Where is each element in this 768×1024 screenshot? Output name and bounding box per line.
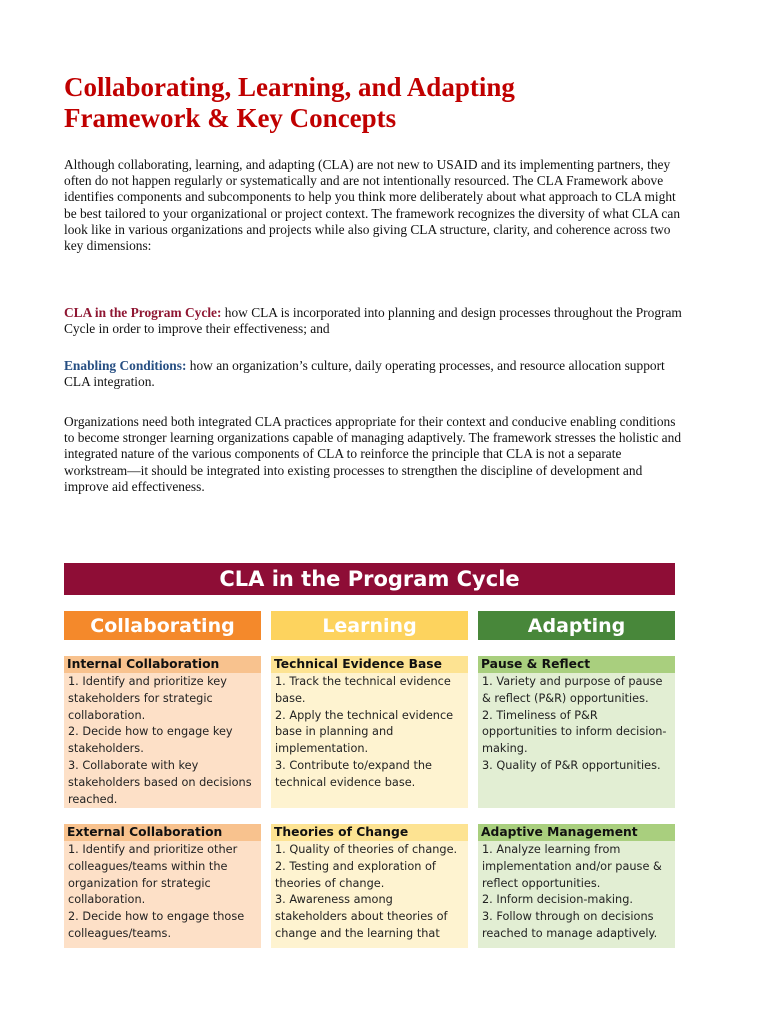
card-body <box>64 673 261 808</box>
card-title: Pause & Reflect <box>478 656 675 673</box>
framework-banner: CLA in the Program Cycle <box>64 563 675 595</box>
card-item: 1. Quality of theories of change. <box>275 843 458 856</box>
card-title: Technical Evidence Base <box>271 656 468 673</box>
card-item: 1. Track the technical evidence base. <box>275 675 451 705</box>
card-theories-of-change <box>271 824 468 948</box>
card-item: 2. Inform decision-making. <box>482 893 633 907</box>
card-item: 2. Decide how to engage those colleagues/teams. <box>68 910 245 940</box>
card-body <box>271 673 468 808</box>
card-item: 1. Identify and prioritize key stakeholders for strategic collaboration. <box>68 675 227 722</box>
card-title: Theories of Change <box>271 824 468 841</box>
card-technical-evidence-base <box>271 656 468 808</box>
card-item: 2. Testing and exploration of theories of change. <box>275 859 436 890</box>
column-heading-learning: Learning <box>271 611 468 640</box>
card-item: 3. Quality of P&R opportunities. <box>482 758 661 772</box>
title-line-2: Framework & Key Concepts <box>64 103 397 133</box>
intro-paragraph: Although collaborating, learning, and adapting (CLA) are not new to USAID and its implementing partners, they often do not happen regularly or systematically and are not intentionally resourced. The CLA Framework above identifies components and subcomponents to help you think more deliberately about what approach to CLA might be best tailored to your organizational or project context. The framework recognizes the diversity of what CLA can look like in various organizations and projects while also giving CLA structure, clarity, and coherence across two key dimensions: <box>64 157 681 254</box>
card-title: External Collaboration <box>64 824 261 841</box>
card-internal-collaboration <box>64 656 261 808</box>
dimension-lead: CLA in the Program Cycle: <box>64 305 222 320</box>
card-body <box>64 841 261 948</box>
column-heading-collaborating: Collaborating <box>64 611 261 640</box>
card-item: 3. Follow through on decisions reached to manage adaptively. <box>482 910 658 940</box>
card-item: 2. Timeliness of P&R opportunities to inform decision-making. <box>482 708 667 756</box>
card-item: 3. Collaborate with key stakeholders based on decisions reached. <box>68 758 252 806</box>
dimension-enabling-conditions <box>64 358 684 390</box>
card-item: 1. Analyze learning from implementation and/or pause & reflect opportunities. <box>482 843 662 890</box>
card-item: 1. Identify and prioritize other colleagues/teams within the organization for strategic collaboration. <box>68 843 238 907</box>
card-pause-reflect <box>478 656 675 808</box>
card-item: 2. Apply the technical evidence base in planning and implementation. <box>275 708 454 756</box>
card-adaptive-management <box>478 824 675 948</box>
page-title <box>64 72 704 134</box>
closing-paragraph: Organizations need both integrated CLA practices appropriate for their context and conducive enabling conditions to become stronger learning organizations capable of managing adaptively. The framework stresses the holistic and integrated nature of the various components of CLA to reinforce the principle that CLA is not a separate workstream—it should be integrated into existing processes to strengthen the discipline of development and improve aid effectiveness. <box>64 414 682 494</box>
dimension-lead: Enabling Conditions: <box>64 358 187 373</box>
card-body <box>271 841 468 948</box>
card-title: Internal Collaboration <box>64 656 261 673</box>
column-heading-adapting: Adapting <box>478 611 675 640</box>
card-title: Adaptive Management <box>478 824 675 841</box>
title-line-1: Collaborating, Learning, and Adapting <box>64 72 515 102</box>
card-item: 3. Awareness among stakeholders about theories of change and the learning that <box>275 893 448 940</box>
card-item: 3. Contribute to/expand the technical evidence base. <box>275 758 432 789</box>
card-item: 2. Decide how to engage key stakeholders. <box>68 725 233 756</box>
card-body <box>478 673 675 808</box>
card-body <box>478 841 675 948</box>
dimension-text: how CLA is incorporated into planning and design processes throughout the Program Cycle in order to improve their effectiveness; and <box>64 305 682 337</box>
card-external-collaboration <box>64 824 261 948</box>
dimension-text: how an organization’s culture, daily operating processes, and resource allocation support CLA integration. <box>64 358 665 390</box>
card-item: 1. Variety and purpose of pause & reflect (P&R) opportunities. <box>482 675 663 705</box>
dimension-program-cycle <box>64 305 684 337</box>
